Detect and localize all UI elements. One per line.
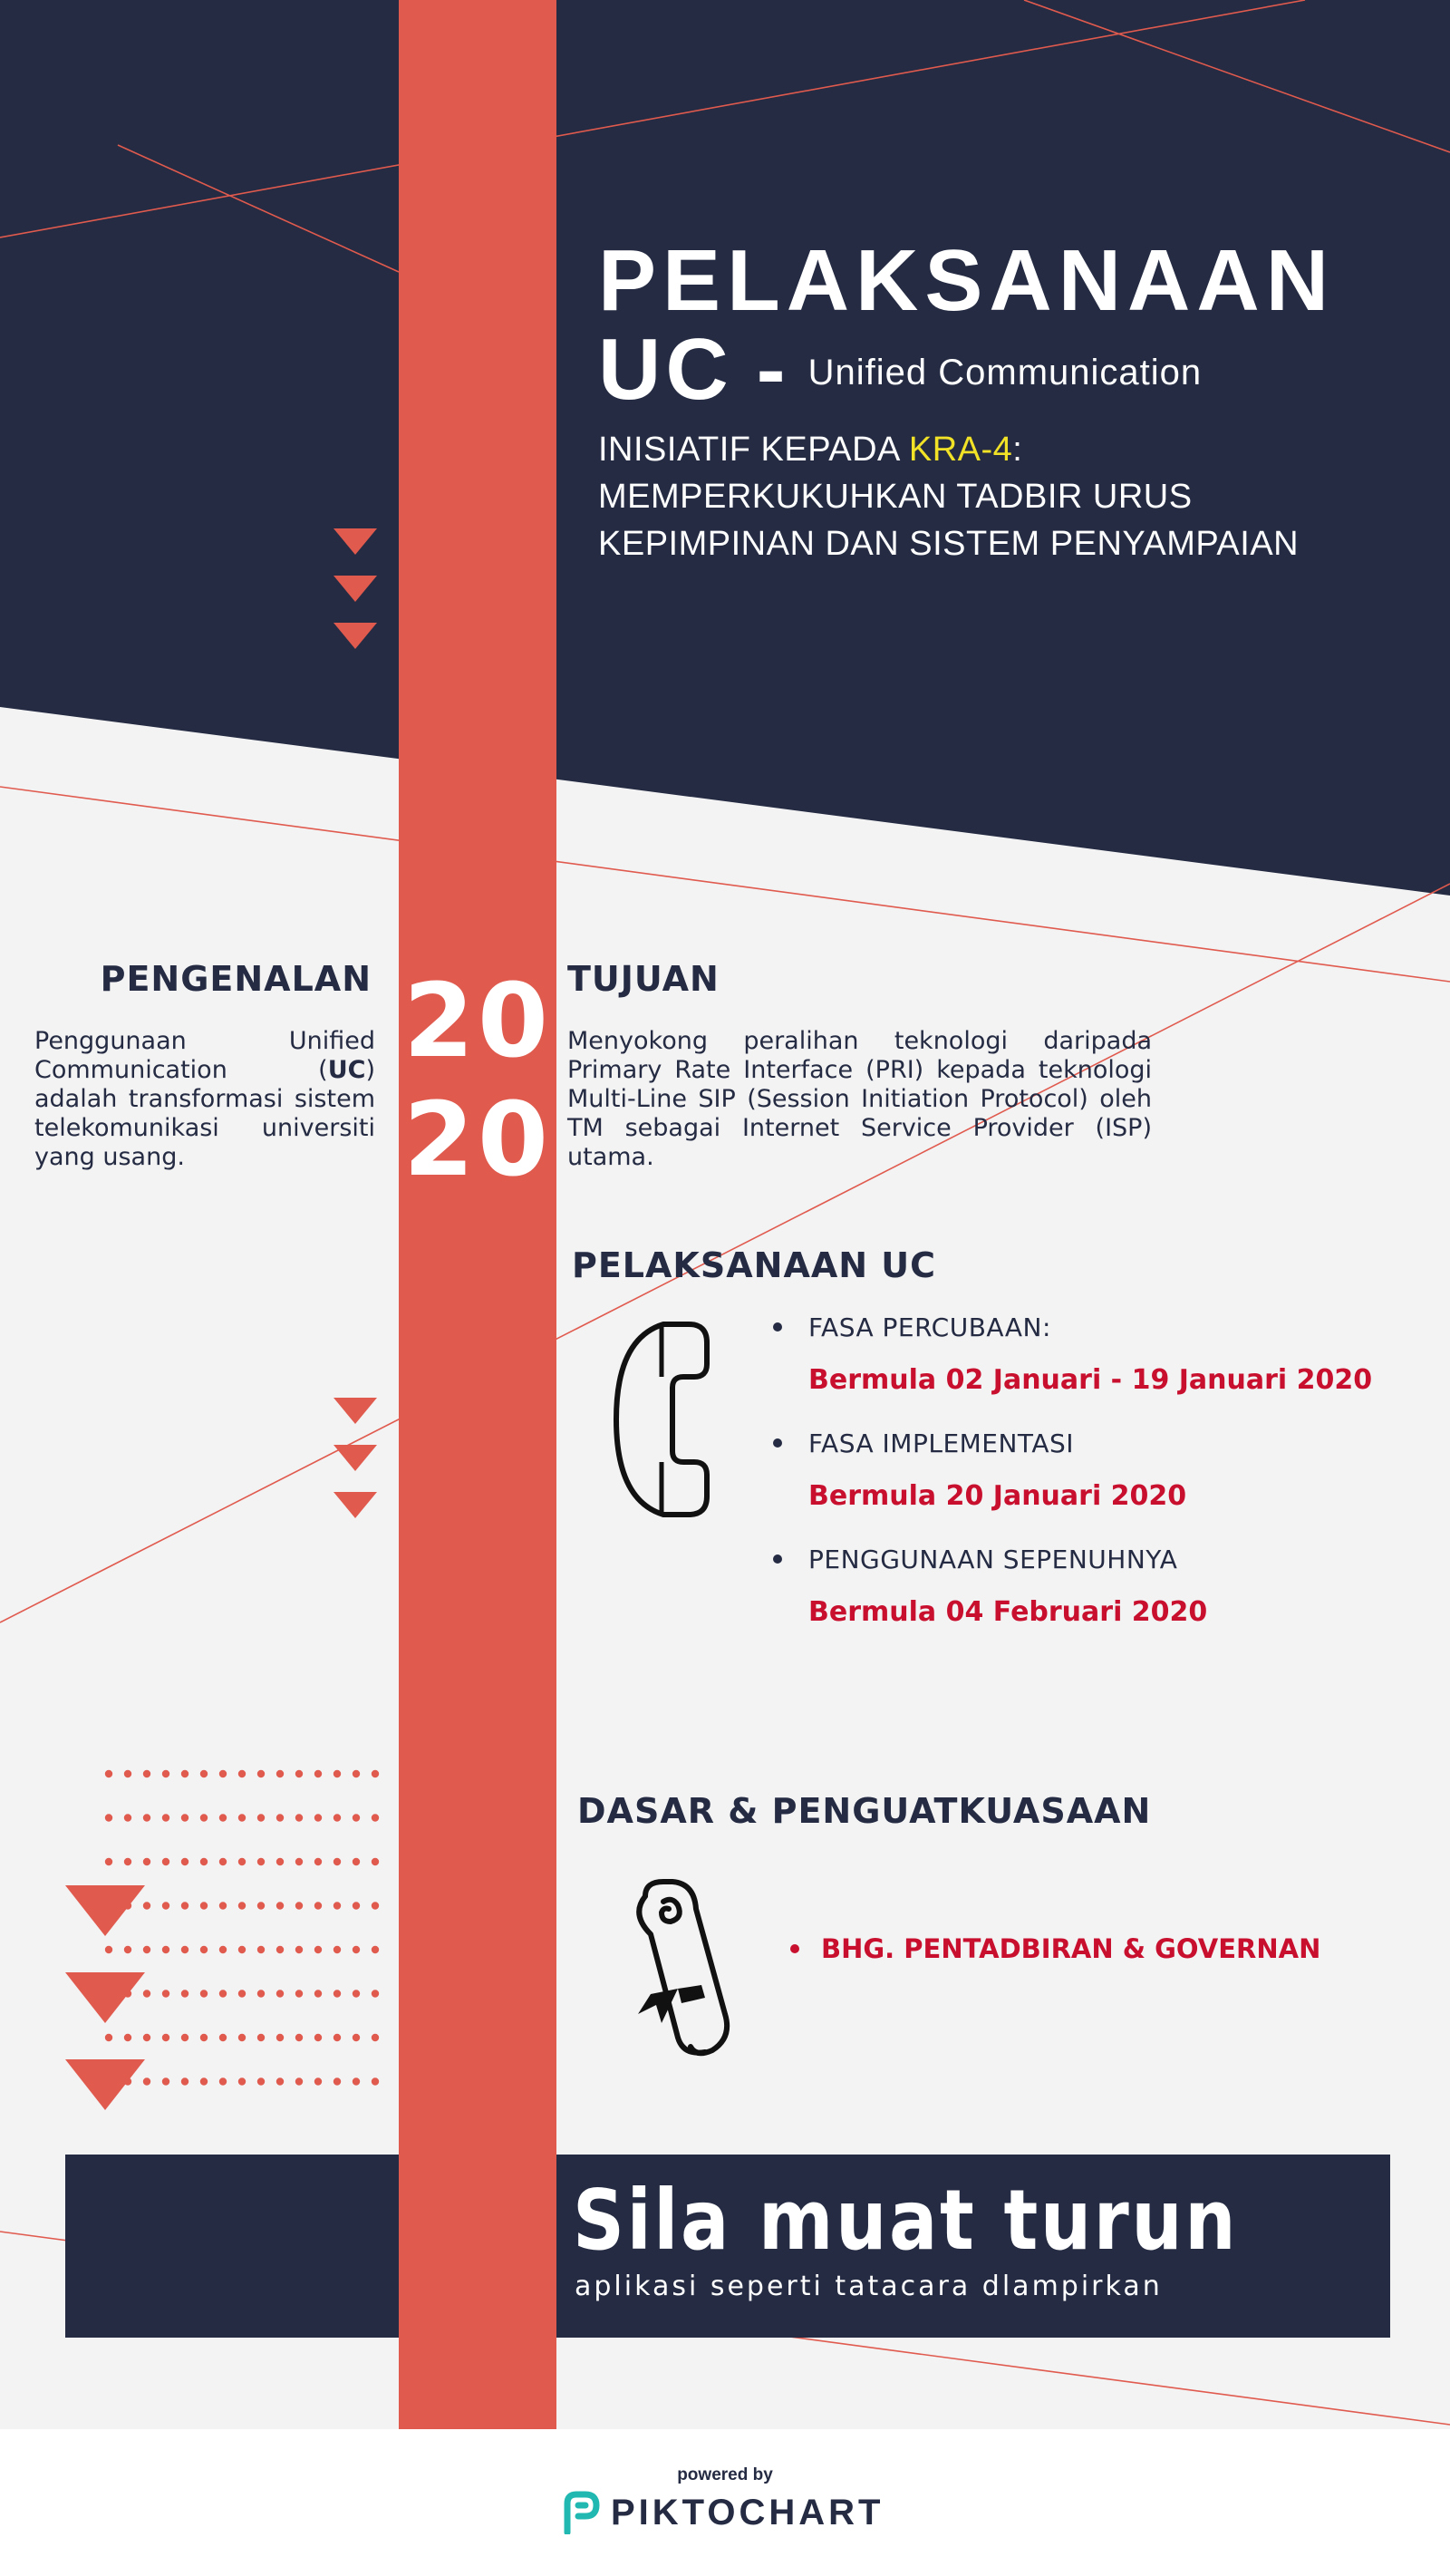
title-dash: -	[756, 321, 790, 418]
pattern-dot	[143, 1770, 150, 1777]
pattern-dot	[143, 2034, 150, 2041]
pattern-dot	[162, 1990, 169, 1997]
pattern-dot	[238, 2034, 246, 2041]
phase-list	[766, 1310, 1400, 1658]
pattern-dot	[238, 1990, 246, 1997]
implementation-heading: PELAKSANAAN UC	[572, 1245, 937, 1285]
intro-heading: PENGENALAN	[100, 959, 372, 999]
pattern-dot	[219, 1902, 227, 1909]
pattern-dot	[238, 1946, 246, 1953]
pattern-dot	[257, 1990, 265, 1997]
pattern-dot	[105, 1858, 112, 1865]
pattern-dot	[276, 1858, 284, 1865]
pattern-dot	[181, 2034, 188, 2041]
pattern-dot	[295, 2034, 303, 2041]
phase-label: FASA PERCUBAAN:	[808, 1312, 1051, 1342]
pattern-dot	[276, 1946, 284, 1953]
pattern-dot	[353, 1902, 360, 1909]
pattern-dot	[143, 1902, 150, 1909]
pattern-dot	[372, 1902, 379, 1909]
pattern-dot	[257, 1946, 265, 1953]
pattern-dot	[143, 1946, 150, 1953]
pattern-dot	[314, 1858, 322, 1865]
pattern-dot	[334, 1990, 341, 1997]
pattern-dot	[238, 1902, 246, 1909]
pattern-dot	[143, 1990, 150, 1997]
piktochart-logo-icon	[562, 2491, 600, 2534]
phase-date: Bermula 02 Januari - 19 Januari 2020	[808, 1364, 1373, 1396]
pattern-dot	[314, 1990, 322, 1997]
pattern-dot	[334, 2077, 341, 2085]
pattern-dot	[372, 1946, 379, 1953]
initiative-prefix: INISIATIF KEPADA	[598, 431, 909, 469]
basis-list	[788, 1931, 1320, 1967]
intro-text-part1: Penggunaan Unified Communication (	[34, 1027, 375, 1084]
pattern-dot	[143, 1814, 150, 1821]
pattern-dot	[334, 1814, 341, 1821]
pattern-dot	[295, 1814, 303, 1821]
banner-title: Sila muat turun	[573, 2172, 1239, 2269]
phase-item	[766, 1310, 1400, 1399]
pattern-dot	[200, 1902, 208, 1909]
pattern-dot	[200, 1770, 208, 1777]
pattern-dot	[219, 1770, 227, 1777]
pattern-dot	[124, 1770, 131, 1777]
pattern-dot	[219, 1946, 227, 1953]
pattern-dot	[334, 1946, 341, 1953]
pattern-dot	[334, 1770, 341, 1777]
pattern-dot	[334, 2034, 341, 2041]
pattern-dot	[276, 1990, 284, 1997]
pattern-dot	[219, 2034, 227, 2041]
intro-text-part2: ) adalah transformasi sistem telekomunikasi universiti yang usang.	[34, 1056, 375, 1171]
pattern-dot	[238, 1770, 246, 1777]
page-title-line2	[598, 321, 1203, 418]
piktochart-logo-text: PIKTOCHART	[611, 2492, 884, 2532]
pattern-dot	[181, 1858, 188, 1865]
pattern-dot	[372, 1858, 379, 1865]
pattern-dot	[219, 1858, 227, 1865]
piktochart-logo[interactable]	[562, 2491, 884, 2534]
pattern-dot	[276, 1814, 284, 1821]
pattern-dot	[276, 2034, 284, 2041]
year-bottom: 20	[403, 1081, 552, 1199]
pattern-dot	[372, 2077, 379, 2085]
pattern-dot	[314, 1902, 322, 1909]
banner-subtitle: aplikasi seperti tatacara dlampirkan	[575, 2271, 1163, 2302]
pattern-dot	[295, 1946, 303, 1953]
pattern-dot	[200, 1858, 208, 1865]
triangle-arrows-large	[65, 1885, 145, 2110]
pattern-dot	[295, 2077, 303, 2085]
initiative-highlight: KRA-4	[908, 431, 1013, 469]
pattern-dot	[295, 1902, 303, 1909]
pattern-dot	[200, 2034, 208, 2041]
powered-by-label: powered by	[677, 2465, 773, 2484]
title-uc: UC	[598, 321, 733, 418]
pattern-dot	[257, 1814, 265, 1821]
pattern-dot	[105, 1946, 112, 1953]
pattern-dot	[353, 1814, 360, 1821]
goal-text: Menyokong peralihan teknologi daripada Primary Rate Interface (PRI) kepada teknologi Multi-Line SIP (Session Initiation Protocol) oleh TM sebagai Internet Service Provider (ISP) utama.	[567, 1027, 1152, 1171]
pattern-dot	[200, 1990, 208, 1997]
pattern-dot	[219, 1814, 227, 1821]
pattern-dot	[124, 2034, 131, 2041]
pattern-dot	[162, 1946, 169, 1953]
year-top: 20	[403, 963, 552, 1080]
pattern-dot	[372, 1990, 379, 1997]
initiative-line2: MEMPERKUKUHKAN TADBIR URUS	[598, 478, 1193, 516]
pattern-dot	[105, 2034, 112, 2041]
pattern-dot	[353, 1770, 360, 1777]
scroll-document-icon	[618, 1878, 754, 2059]
pattern-dot	[181, 2077, 188, 2085]
pattern-dot	[295, 1770, 303, 1777]
phase-date: Bermula 20 Januari 2020	[808, 1480, 1187, 1512]
pattern-dot	[200, 2077, 208, 2085]
pattern-dot	[353, 1858, 360, 1865]
pattern-dot	[353, 1946, 360, 1953]
pattern-dot	[372, 1814, 379, 1821]
intro-text-bold: UC	[327, 1056, 366, 1084]
pattern-dot	[295, 1858, 303, 1865]
pattern-dot	[257, 1770, 265, 1777]
pattern-dot	[181, 1946, 188, 1953]
initiative-text	[598, 426, 1299, 567]
bullet-icon	[790, 1944, 799, 1953]
initiative-suffix: :	[1012, 431, 1023, 469]
pattern-dot	[295, 1990, 303, 1997]
pattern-dot	[314, 2034, 322, 2041]
pattern-dot	[257, 2034, 265, 2041]
goal-heading: TUJUAN	[567, 959, 720, 999]
pattern-dot	[334, 1902, 341, 1909]
intro-text	[34, 1027, 375, 1172]
phase-date: Bermula 04 Februari 2020	[808, 1596, 1208, 1628]
vertical-accent-bar	[399, 0, 556, 2429]
pattern-dot	[334, 1858, 341, 1865]
title-subtitle: Unified Communication	[807, 353, 1203, 392]
basis-item-label: BHG. PENTADBIRAN & GOVERNAN	[821, 1933, 1321, 1964]
pattern-dot	[105, 1814, 112, 1821]
pattern-dot	[181, 1770, 188, 1777]
bullet-icon	[773, 1322, 782, 1332]
pattern-dot	[143, 2077, 150, 2085]
pattern-dot	[143, 1858, 150, 1865]
pattern-dot	[200, 1946, 208, 1953]
pattern-dot	[162, 1814, 169, 1821]
pattern-dot	[353, 2034, 360, 2041]
pattern-dot	[314, 1770, 322, 1777]
pattern-dot	[238, 1858, 246, 1865]
pattern-dot	[372, 2034, 379, 2041]
pattern-dot	[238, 2077, 246, 2085]
pattern-dot	[162, 1858, 169, 1865]
pattern-dot	[219, 1990, 227, 1997]
initiative-line3: KEPIMPINAN DAN SISTEM PENYAMPAIAN	[598, 525, 1300, 563]
pattern-dot	[181, 1902, 188, 1909]
basis-heading: DASAR & PENGUATKUASAAN	[577, 1791, 1152, 1831]
pattern-dot	[105, 1770, 112, 1777]
telephone-handset-icon	[607, 1319, 716, 1520]
pattern-dot	[124, 1814, 131, 1821]
bullet-icon	[773, 1438, 782, 1448]
pattern-dot	[200, 1814, 208, 1821]
pattern-dot	[162, 1902, 169, 1909]
phase-label: PENGGUNAAN SEPENUHNYA	[808, 1545, 1178, 1574]
pattern-dot	[372, 1770, 379, 1777]
pattern-dot	[314, 2077, 322, 2085]
phase-item	[766, 1426, 1400, 1515]
pattern-dot	[181, 1814, 188, 1821]
pattern-dot	[162, 1770, 169, 1777]
pattern-dot	[219, 2077, 227, 2085]
initiative-line1	[598, 426, 1299, 473]
pattern-dot	[314, 1814, 322, 1821]
pattern-dot	[276, 2077, 284, 2085]
banner-bar-overlay	[399, 2155, 556, 2338]
pattern-dot	[124, 1946, 131, 1953]
pattern-dot	[314, 1946, 322, 1953]
page-title: PELAKSANAAN	[598, 232, 1336, 329]
pattern-dot	[162, 2034, 169, 2041]
pattern-dot	[353, 1990, 360, 1997]
bullet-icon	[773, 1554, 782, 1564]
phase-item	[766, 1542, 1400, 1631]
pattern-dot	[257, 1902, 265, 1909]
triangle-arrows-middle	[334, 1398, 377, 1518]
phase-label: FASA IMPLEMENTASI	[808, 1428, 1075, 1458]
basis-item	[788, 1931, 1320, 1967]
pattern-dot	[276, 1902, 284, 1909]
pattern-dot	[276, 1770, 284, 1777]
pattern-dot	[257, 1858, 265, 1865]
pattern-dot	[257, 2077, 265, 2085]
pattern-dot	[353, 2077, 360, 2085]
pattern-dot	[124, 1858, 131, 1865]
dot-pattern	[105, 1770, 379, 2086]
pattern-dot	[162, 2077, 169, 2085]
pattern-dot	[238, 1814, 246, 1821]
pattern-dot	[181, 1990, 188, 1997]
